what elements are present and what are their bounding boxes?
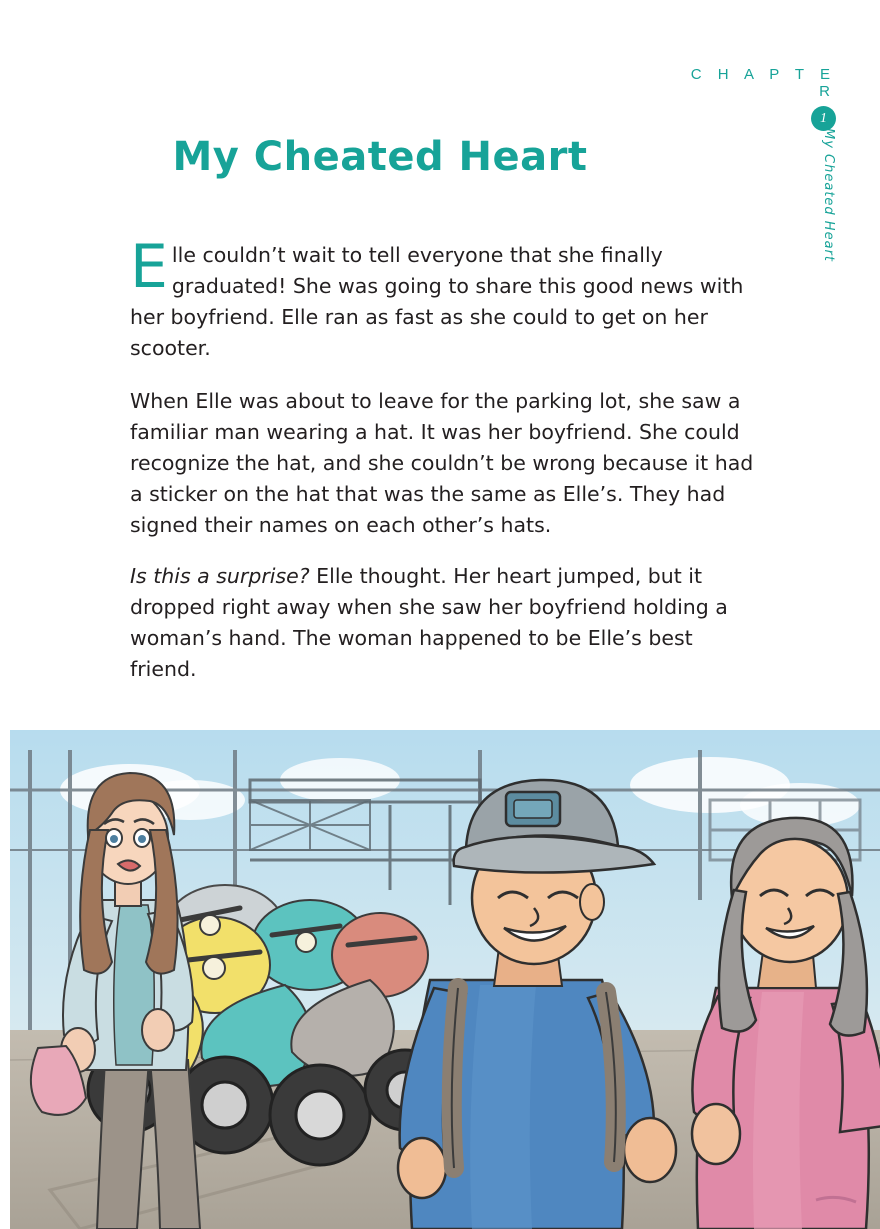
body-text: [130, 232, 755, 705]
paragraph-1-text: lle couldn’t wait to tell everyone that she finally graduated! She was going to share this good news with her boyfriend. Elle ran as fast as she could to get on her scooter.: [130, 243, 744, 360]
paragraph-1: [130, 232, 755, 364]
paragraph-3-italic-lead: Is this a surprise?: [130, 564, 310, 588]
chapter-number-badge: 1: [811, 106, 836, 131]
drop-cap: E: [130, 232, 168, 302]
illustration-svg: [10, 730, 880, 1229]
chapter-label: C H A P T E R: [690, 66, 836, 100]
chapter-marker: [666, 66, 836, 131]
paragraph-3-text: Elle thought. Her heart jumped, but it dropped right away when she saw her boyfriend holding a woman’s hand. The woman happened to be Elle’s best friend.: [130, 564, 728, 681]
paragraph-3: [130, 561, 755, 685]
page-title: My Cheated Heart: [172, 134, 588, 180]
side-running-title: My Cheated Heart: [821, 128, 836, 262]
street-scene-illustration: [10, 730, 880, 1229]
paragraph-2-text: When Elle was about to leave for the parking lot, she saw a familiar man wearing a hat. It was her boyfriend. She could recognize the hat, and she couldn’t be wrong because it had a sticker on the hat that was the same as Elle’s. They had signed their names on each other’s hats.: [130, 389, 754, 537]
paragraph-2: [130, 386, 755, 541]
